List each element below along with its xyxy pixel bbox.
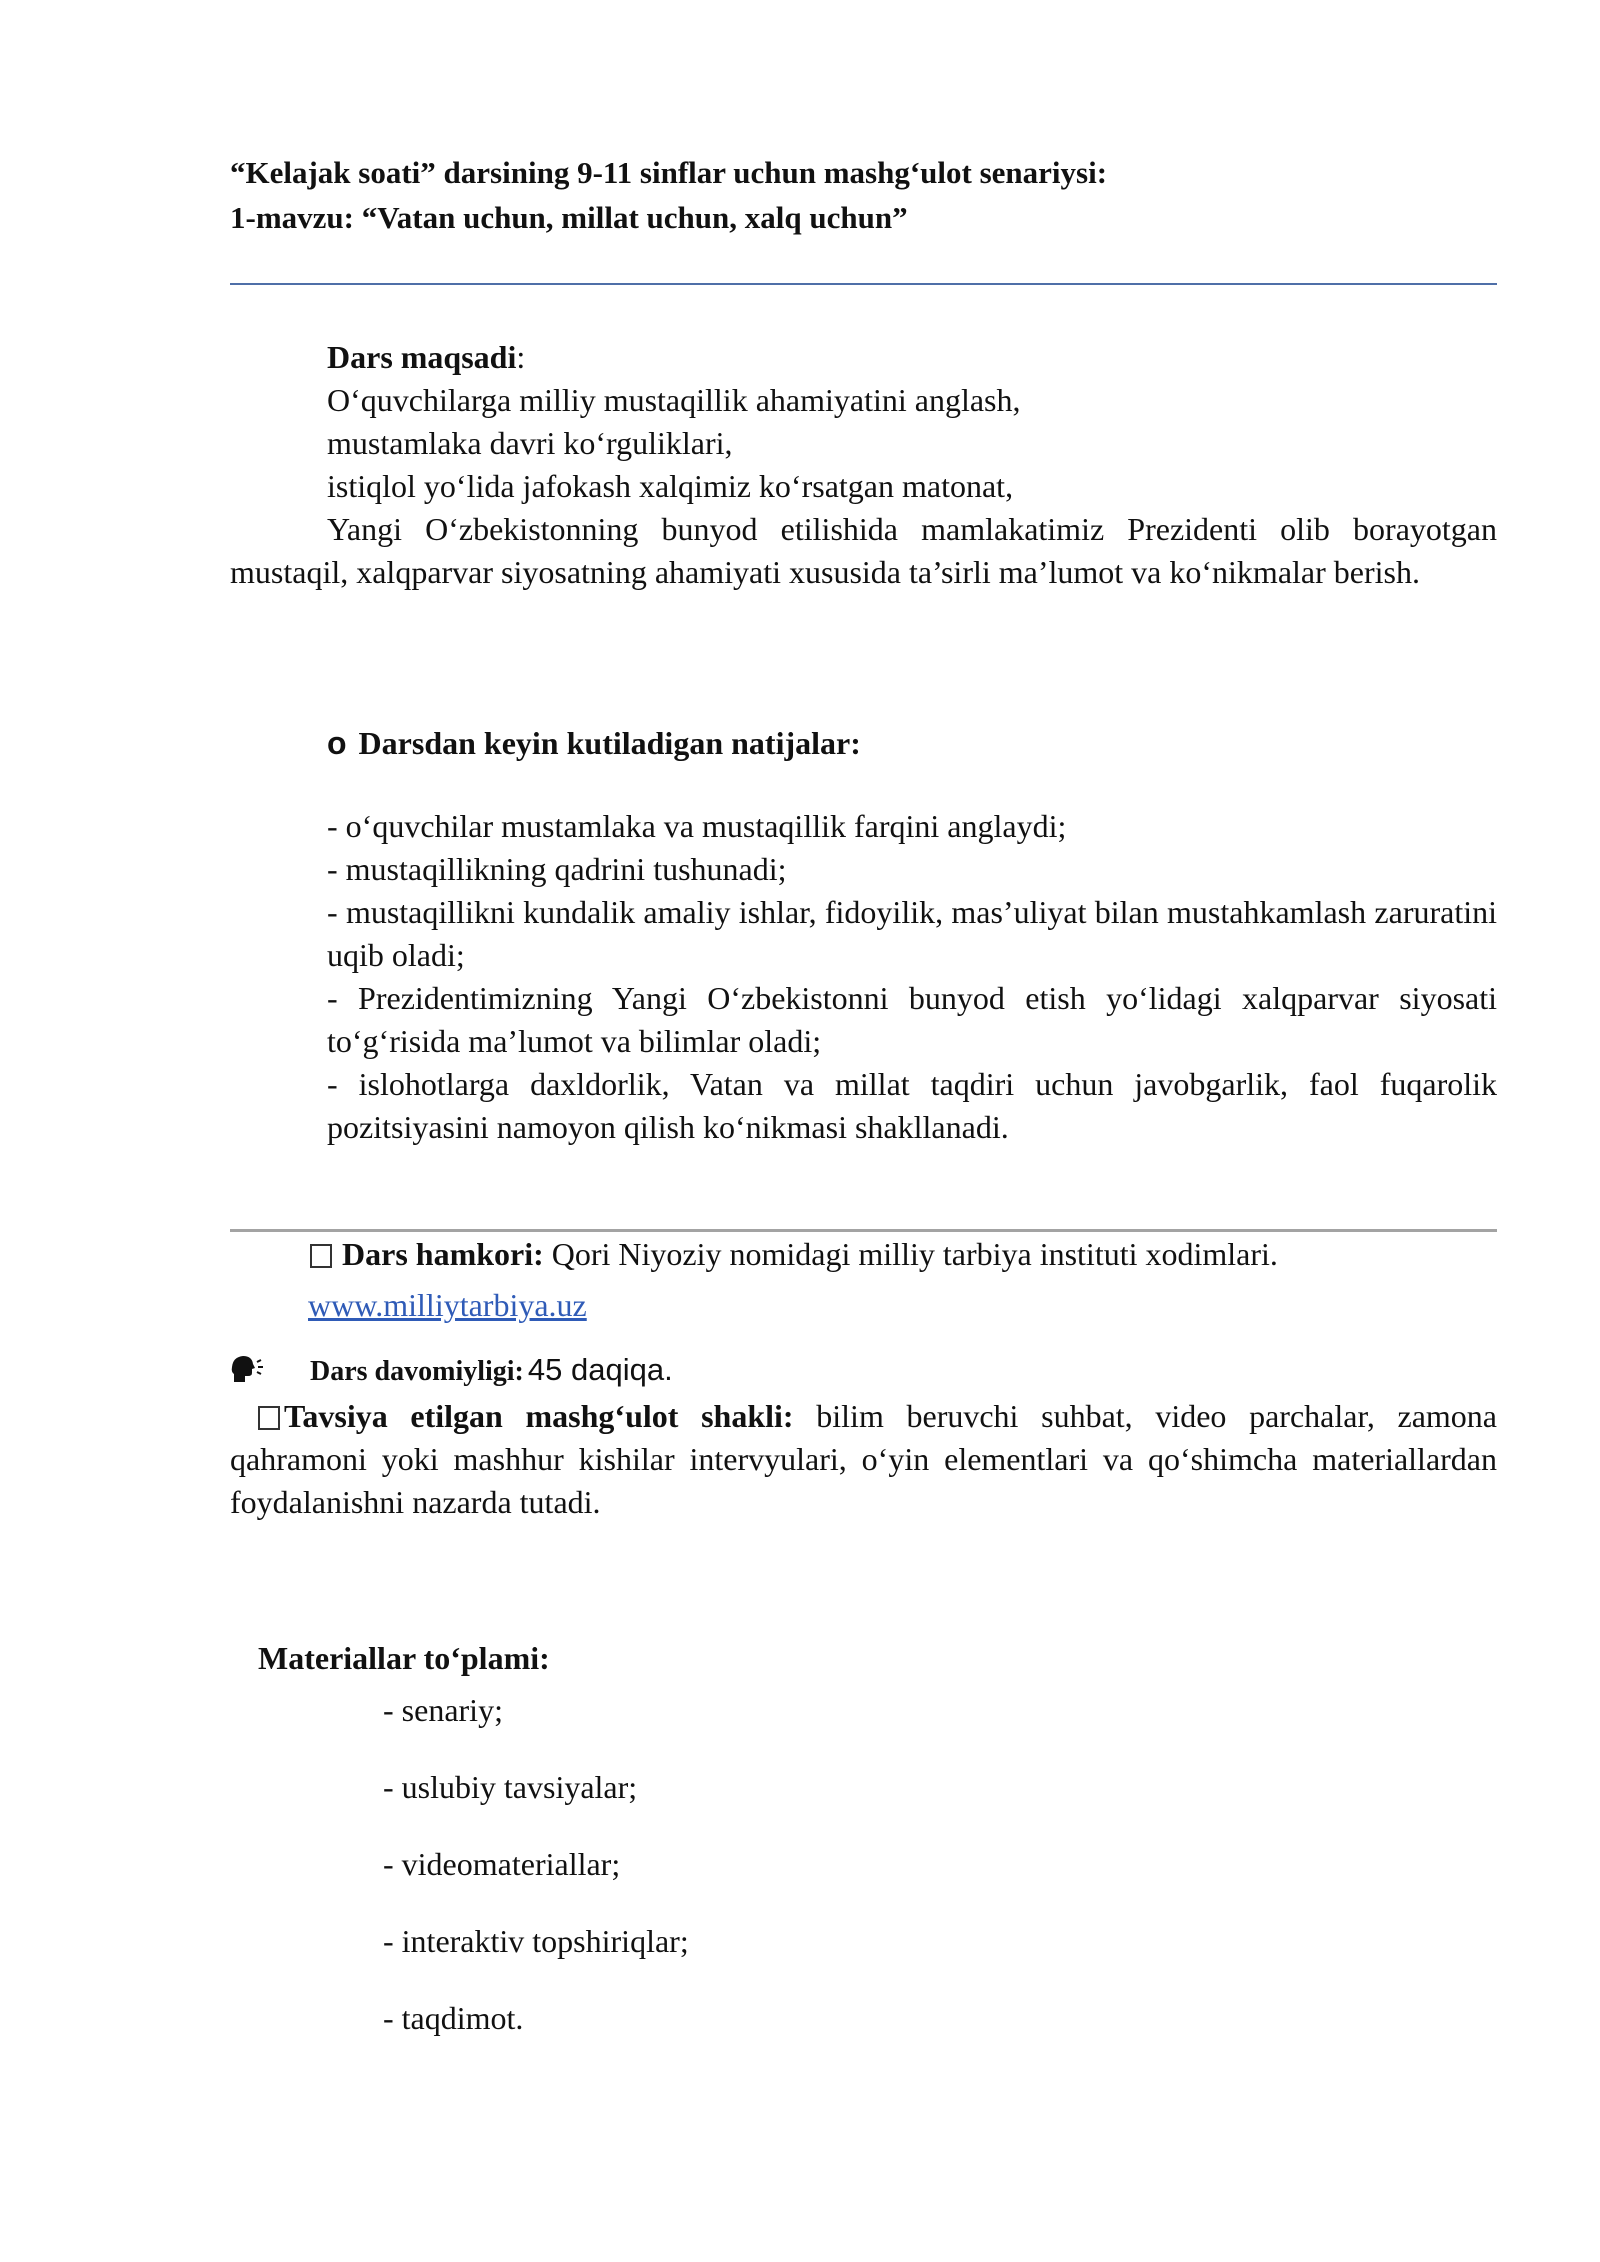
format-label: Tavsiya etilgan mashg‘ulot shakli: — [284, 1398, 794, 1434]
partner-label: Dars hamkori: — [342, 1236, 544, 1272]
result-item: - mustaqillikni kundalik amaliy ishlar, fidoyilik, mas’uliyat bilan mustahkamlash zaruratini uqib oladi; — [327, 894, 1497, 973]
duration-label: Dars davomiyligi: — [310, 1356, 524, 1387]
duration-value: 45 daqiqa. — [527, 1352, 673, 1387]
material-item: - taqdimot. — [383, 2000, 524, 2036]
results-heading — [327, 722, 861, 765]
goal-label: Dars maqsadi — [327, 339, 517, 375]
empty-box-icon — [310, 1244, 332, 1268]
goal-line-2: mustamlaka davri ko‘rguliklari, — [327, 425, 733, 461]
goal-paragraph: Yangi O‘zbekistonning bunyod etilishida mamlakatimiz Prezidenti olib borayotgan mustaqil, xalqparvar siyosatning ahamiyati xususida ta’sirli ma’lumot va ko‘nikmalar berish. — [230, 511, 1497, 590]
title-divider — [230, 283, 1497, 285]
partner-line — [310, 1233, 1497, 1276]
section-divider — [230, 1229, 1497, 1232]
empty-box-icon — [258, 1406, 280, 1430]
results-heading-text: Darsdan keyin kutiladigan natijalar: — [358, 725, 861, 761]
material-item: - senariy; — [383, 1692, 503, 1728]
goal-colon: : — [516, 339, 526, 375]
format-text: bilim beruvchi suhbat, video parchalar, zamona qahramoni yoki mashhur kishilar intervyulari, o‘yin elementlari va qo‘shimcha materiallardan foydalanishni nazarda tutadi. — [230, 1398, 1498, 1520]
material-item: - interaktiv topshiriqlar; — [383, 1923, 689, 1959]
goal-line-3: istiqlol yo‘lida jafokash xalqimiz ko‘rsatgan matonat, — [327, 468, 1014, 504]
materials-heading: Materiallar to‘plami: — [258, 1640, 550, 1676]
material-item: - videomateriallar; — [383, 1846, 621, 1882]
speaking-head-icon — [230, 1352, 264, 1386]
result-item: - Prezidentimizning Yangi O‘zbekistonni bunyod etish yo‘lidagi xalqparvar siyosati to‘g‘risida ma’lumot va bilimlar oladi; — [327, 980, 1497, 1059]
partner-text: Qori Niyoziy nomidagi milliy tarbiya instituti xodimlari. — [551, 1236, 1278, 1272]
partner-link[interactable]: www.milliytarbiya.uz — [308, 1287, 587, 1323]
result-item: - mustaqillikning qadrini tushunadi; — [327, 851, 787, 887]
duration-line — [310, 1350, 673, 1396]
format-paragraph — [230, 1395, 1497, 1524]
partner-link-line — [308, 1284, 587, 1327]
results-bullet: o — [327, 725, 347, 761]
topic-title: 1-mavzu: “Vatan uchun, millat uchun, xalq uchun” — [230, 200, 908, 235]
result-item: - o‘quvchilar mustamlaka va mustaqillik farqini anglaydi; — [327, 808, 1067, 844]
document-title: “Kelajak soati” darsining 9-11 sinflar uchun mashg‘ulot senariysi: — [230, 155, 1108, 190]
material-item: - uslubiy tavsiyalar; — [383, 1769, 638, 1805]
goal-line-1: O‘quvchilarga milliy mustaqillik ahamiyatini anglash, — [327, 382, 1021, 418]
result-item: - islohotlarga daxldorlik, Vatan va millat taqdiri uchun javobgarlik, faol fuqarolik pozitsiyasini namoyon qilish ko‘nikmasi shakllanadi. — [327, 1066, 1497, 1145]
goal-heading — [327, 336, 525, 379]
